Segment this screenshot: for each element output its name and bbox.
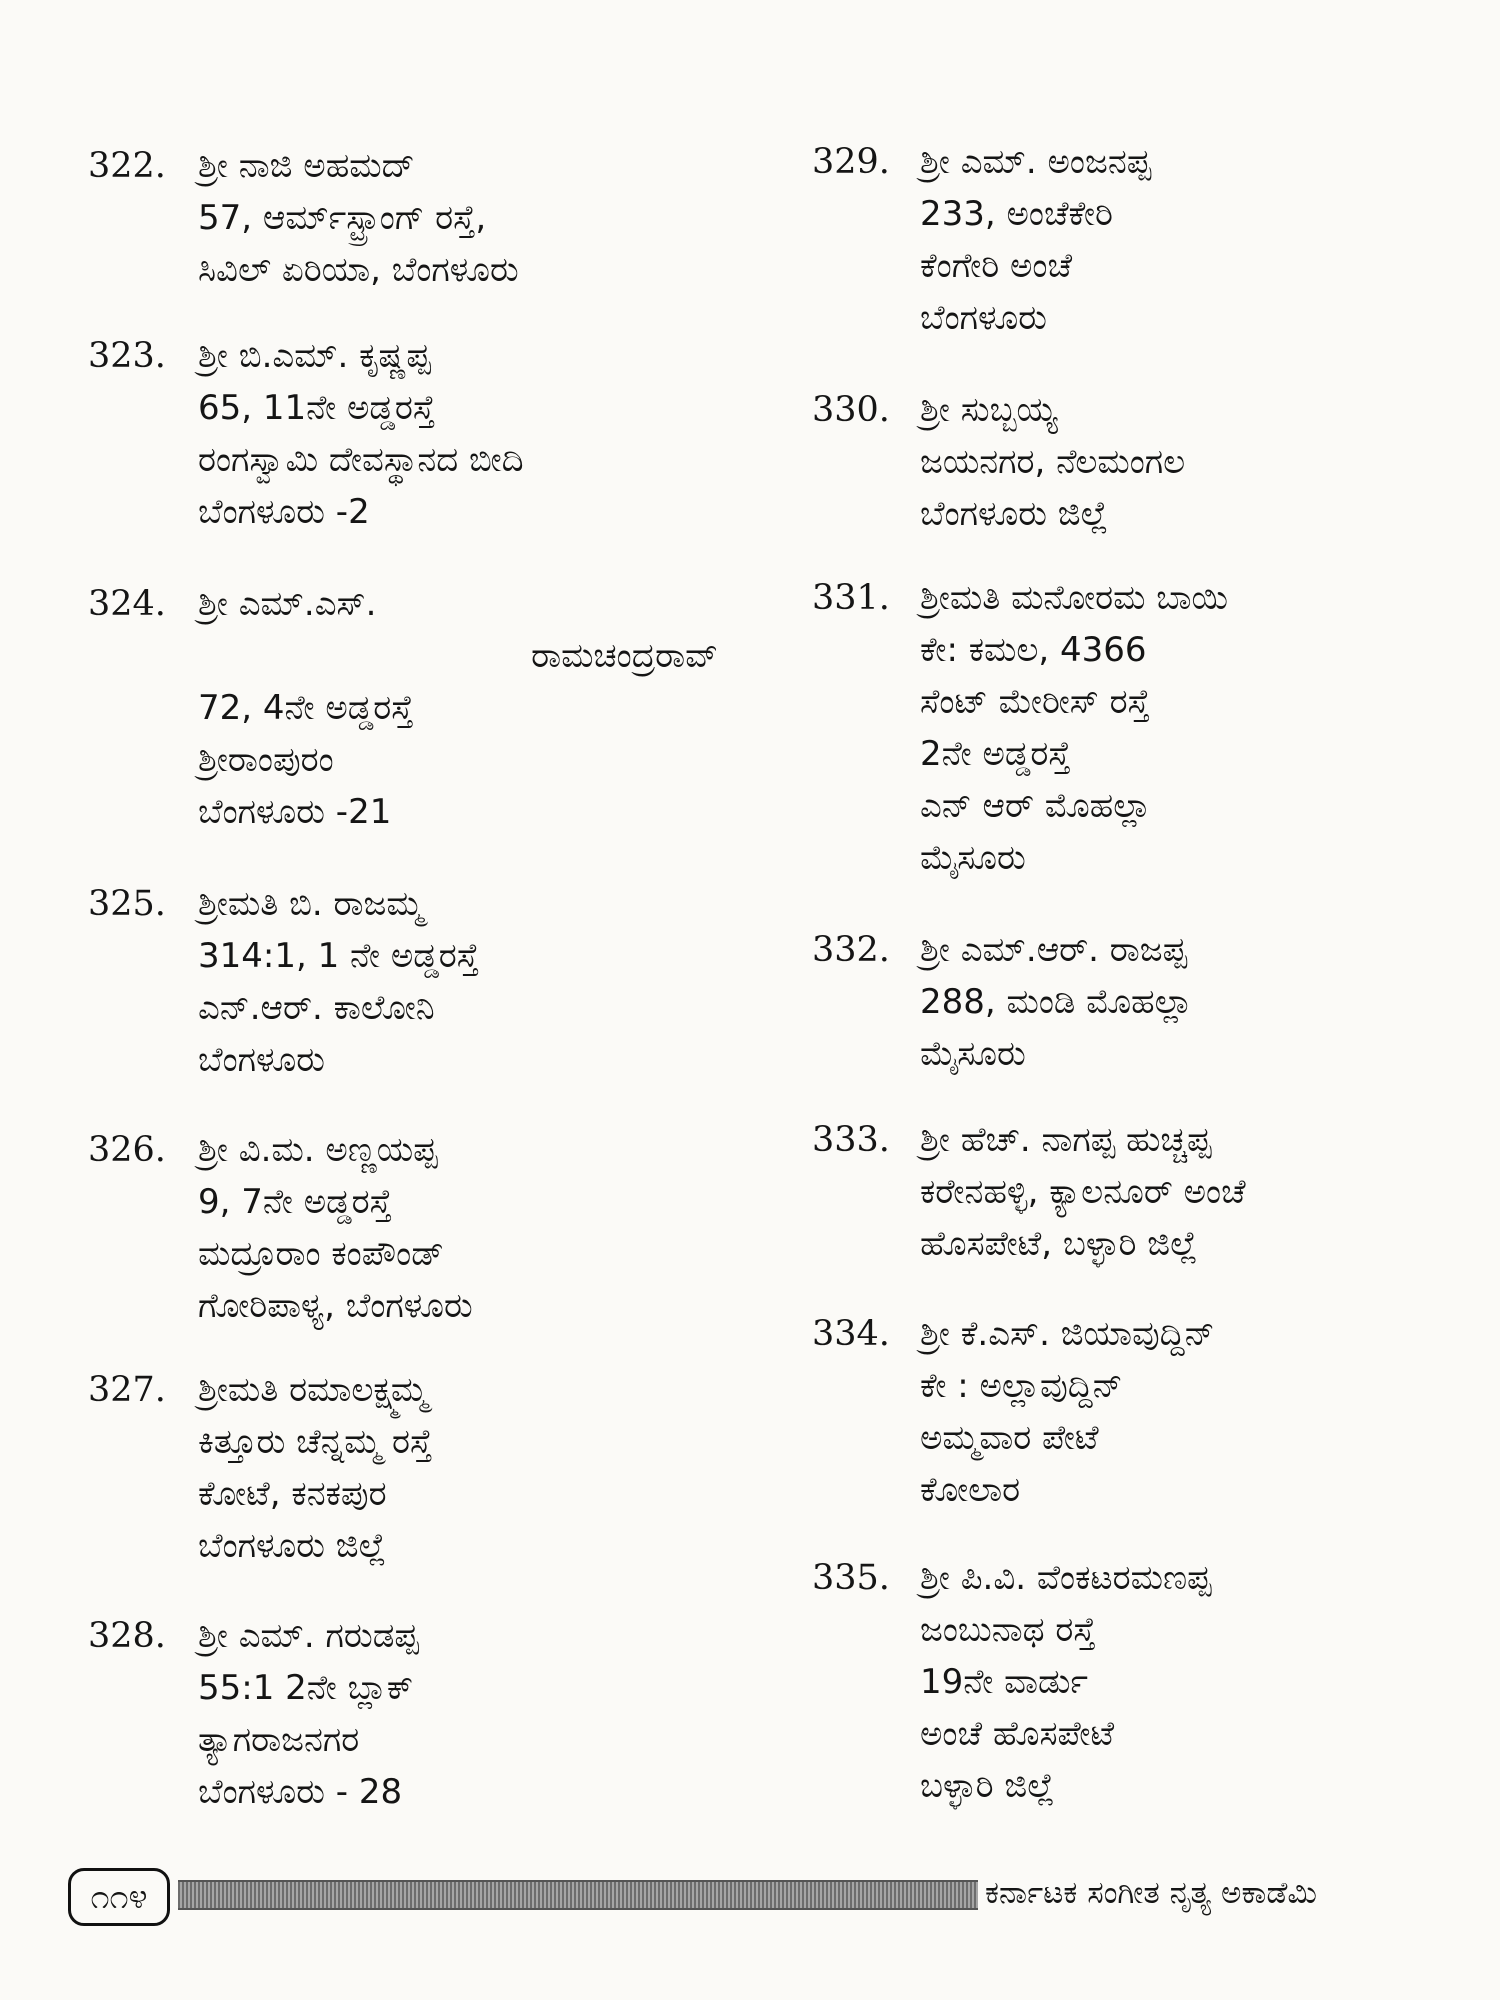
entry-number: 323. — [88, 336, 166, 376]
entry-name: ಶ್ರೀ ಪಿ.ವಿ. ವೆಂಕಟರಮಣಪ್ಪ — [920, 1558, 1212, 1598]
entry-address-line: 233, ಅಂಚೆಕೇರಿ — [920, 194, 1113, 234]
entry-address-line: ತ್ಯಾಗರಾಜನಗರ — [198, 1720, 360, 1760]
entry-name: ಶ್ರೀ ಎಮ್. ಅಂಜನಪ್ಪ — [920, 142, 1152, 182]
entry-number: 324. — [88, 584, 166, 624]
entry-name: ಶ್ರೀ ಹೆಚ್. ನಾಗಪ್ಪ ಹುಚ್ಚಪ್ಪ — [920, 1120, 1212, 1160]
entry-number: 331. — [812, 578, 890, 618]
entry-number: 322. — [88, 146, 166, 186]
entry-address-line: 65, 11ನೇ ಅಡ್ಡರಸ್ತೆ — [198, 388, 436, 428]
entry-address-line: ಬೆಂಗಳೂರು ಜಿಲ್ಲೆ — [198, 1526, 387, 1566]
entry-name: ಶ್ರೀ ಎಮ್. ಗರುಡಪ್ಪ — [198, 1616, 419, 1656]
entry-name: ಶ್ರೀಮತಿ ರಮಾಲಕ್ಷ್ಮಮ್ಮ — [198, 1370, 428, 1410]
entry-name: ಶ್ರೀ ಎಮ್.ಎಸ್. — [198, 584, 377, 624]
entry-address-line: ಸೆಂಟ್ ಮೇರೀಸ್ ರಸ್ತೆ — [920, 682, 1150, 722]
entry-address-line: ಬೆಂಗಳೂರು ಜಿಲ್ಲೆ — [920, 494, 1109, 534]
entry-name: ಶ್ರೀ ಎಮ್.ಆರ್. ರಾಜಪ್ಪ — [920, 930, 1188, 970]
entry-address-line: ಕರೇನಹಳ್ಳಿ, ಕ್ಯಾಲನೂರ್ ಅಂಚೆ — [920, 1172, 1246, 1212]
entry-name: ಶ್ರೀ ಕೆ.ಎಸ್. ಜಿಯಾವುದ್ದಿನ್ — [920, 1314, 1215, 1354]
entry-address-line: ಗೋರಿಪಾಳ್ಯ, ಬೆಂಗಳೂರು — [198, 1286, 473, 1326]
entry-address-line: ಬೆಂಗಳೂರು — [920, 298, 1047, 338]
entry-address-line: ಜಂಬುನಾಥ ರಸ್ತೆ — [920, 1610, 1096, 1650]
entry-number: 335. — [812, 1558, 890, 1598]
entry-name: ಶ್ರೀ ಬಿ.ಎಮ್. ಕೃಷ್ಣಪ್ಪ — [198, 336, 431, 376]
entry-address-line: ಕಿತ್ತೂರು ಚೆನ್ನಮ್ಮ ರಸ್ತೆ — [198, 1422, 433, 1462]
entry-name: ಶ್ರೀ ನಾಜಿ ಅಹಮದ್ — [198, 146, 415, 186]
page-number-badge: ೧೧೪ — [68, 1868, 170, 1926]
entry-number: 327. — [88, 1370, 166, 1410]
entry-address-line: ಬಳ್ಳಾರಿ ಜಿಲ್ಲೆ — [920, 1766, 1055, 1806]
entry-address-line: ಜಯನಗರ, ನೆಲಮಂಗಲ — [920, 442, 1186, 482]
entry-address-line: 72, 4ನೇ ಅಡ್ಡರಸ್ತೆ — [198, 688, 414, 728]
entry-address-line: ಕೇ: ಕಮಲ, 4366 — [920, 630, 1147, 670]
entry-name: ಶ್ರೀ ಸುಬ್ಬಯ್ಯ — [920, 390, 1058, 430]
entry-address-line: ಬೆಂಗಳೂರು -2 — [198, 492, 370, 532]
entry-address-line: 288, ಮಂಡಿ ಮೊಹಲ್ಲಾ — [920, 982, 1193, 1022]
entry-number: 330. — [812, 390, 890, 430]
entry-address-line: 55:1 2ನೇ ಬ್ಲಾಕ್ — [198, 1668, 414, 1708]
entry-number: 325. — [88, 884, 166, 924]
entry-address-line: ಮೈಸೂರು — [920, 1034, 1026, 1074]
entry-address-line: 9, 7ನೇ ಅಡ್ಡರಸ್ತೆ — [198, 1182, 392, 1222]
entry-name-continued: ರಾಮಚಂದ್ರರಾವ್ — [531, 636, 718, 676]
entry-address-line: ಬೆಂಗಳೂರು — [198, 1040, 325, 1080]
entry-address-line: ಕೇ : ಅಲ್ಲಾವುದ್ದಿನ್ — [920, 1366, 1123, 1406]
entry-number: 328. — [88, 1616, 166, 1656]
footer-rule — [178, 1880, 978, 1910]
page-footer — [0, 1860, 1500, 1940]
entry-address-line: ಎನ್.ಆರ್. ಕಾಲೋನಿ — [198, 988, 435, 1028]
entry-address-line: ಮೈಸೂರು — [920, 838, 1026, 878]
entry-address-line: 57, ಆರ್ಮ್‌ಸ್ಟ್ರಾಂಗ್ ರಸ್ತೆ, — [198, 198, 487, 238]
entry-address-line: ಕೋಲಾರ — [920, 1470, 1021, 1510]
entry-address-line: ಎನ್ ಆರ್ ಮೊಹಲ್ಲಾ — [920, 786, 1152, 826]
entry-name: ಶ್ರೀ ವಿ.ಮ. ಅಣ್ಣಯಪ್ಪ — [198, 1130, 438, 1170]
entry-address-line: ಹೊಸಪೇಟೆ, ಬಳ್ಳಾರಿ ಜಿಲ್ಲೆ — [920, 1224, 1198, 1264]
entry-name: ಶ್ರೀಮತಿ ಮನೋರಮ ಬಾಯಿ — [920, 578, 1229, 618]
entry-name: ಶ್ರೀಮತಿ ಬಿ. ರಾಜಮ್ಮ — [198, 884, 424, 924]
entry-address-line: ಸಿವಿಲ್ ಏರಿಯಾ, ಬೆಂಗಳೂರು — [198, 250, 519, 290]
footer-publisher-title: ಕರ್ನಾಟಕ ಸಂಗೀತ ನೃತ್ಯ ಅಕಾಡೆಮಿ — [985, 1875, 1317, 1911]
entry-number: 329. — [812, 142, 890, 182]
entry-address-line: ಕೋಟೆ, ಕನಕಪುರ — [198, 1474, 387, 1514]
entry-address-line: ರಂಗಸ್ವಾಮಿ ದೇವಸ್ಥಾನದ ಬೀದಿ — [198, 440, 524, 480]
entry-address-line: ಅಂಚೆ ಹೊಸಪೇಟೆ — [920, 1714, 1115, 1754]
entry-address-line: 314:1, 1 ನೇ ಅಡ್ಡರಸ್ತೆ — [198, 936, 480, 976]
entry-address-line: 2ನೇ ಅಡ್ಡರಸ್ತೆ — [920, 734, 1071, 774]
entry-number: 334. — [812, 1314, 890, 1354]
entry-address-line: ಬೆಂಗಳೂರು - 28 — [198, 1772, 403, 1812]
entry-number: 326. — [88, 1130, 166, 1170]
entry-address-line: ಕೆಂಗೇರಿ ಅಂಚೆ — [920, 246, 1073, 286]
entry-address-line: ಶ್ರೀರಾಂಪುರಂ — [198, 740, 334, 780]
entry-address-line: ಬೆಂಗಳೂರು -21 — [198, 792, 392, 832]
entry-number: 333. — [812, 1120, 890, 1160]
entry-address-line: ಅಮ್ಮವಾರ ಪೇಟೆ — [920, 1418, 1099, 1458]
entry-address-line: 19ನೇ ವಾರ್ಡು — [920, 1662, 1089, 1702]
entry-address-line: ಮದ್ರೂರಾಂ ಕಂಪೌಂಡ್ — [198, 1234, 444, 1274]
entry-number: 332. — [812, 930, 890, 970]
